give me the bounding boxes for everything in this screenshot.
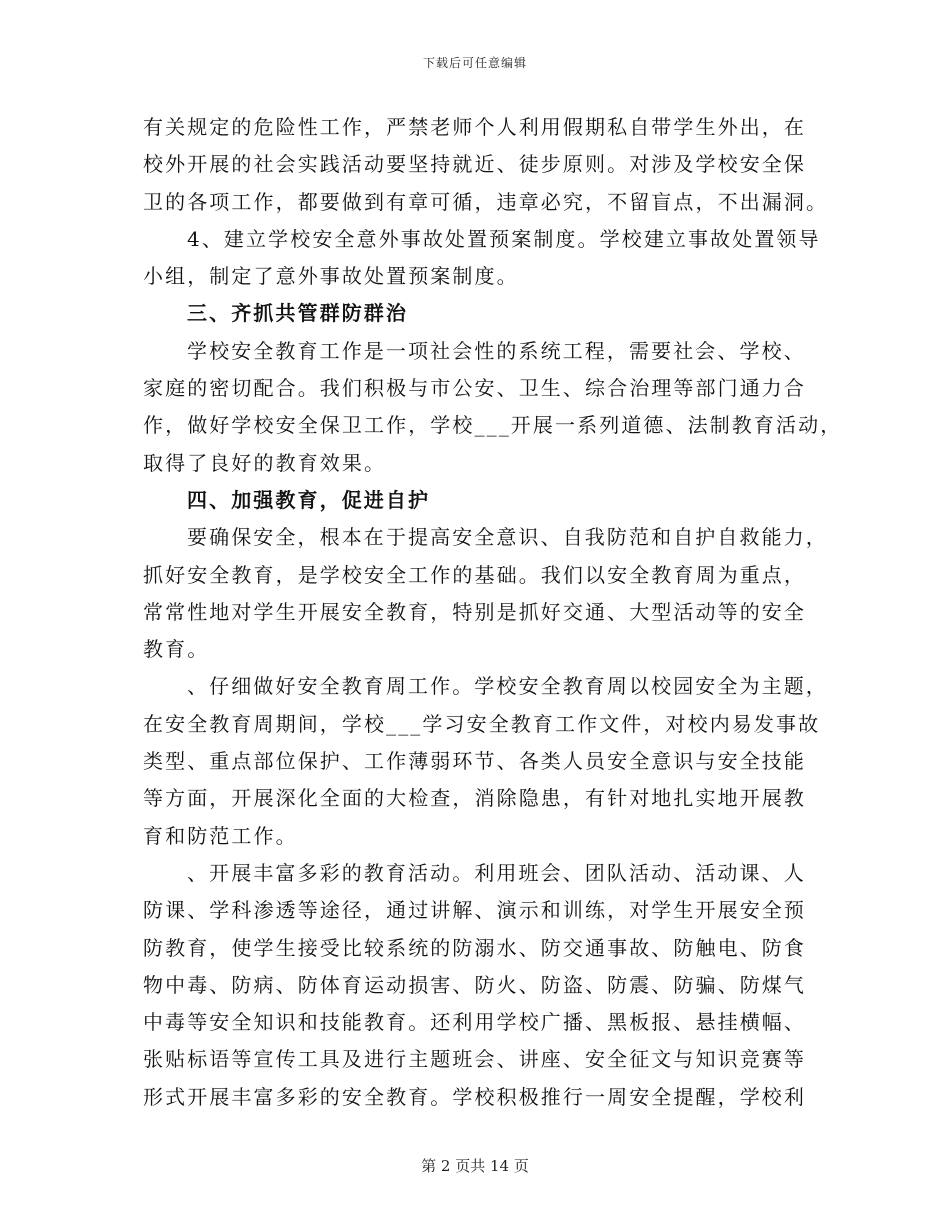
paragraph-line: 张贴标语等宣传工具及进行主题班会、讲座、安全征文与知识竞赛等 <box>143 1047 806 1072</box>
paragraph-line: 形式开展丰富多彩的安全教育。学校积极推行一周安全提醒，学校利 <box>143 1084 806 1109</box>
paragraph-line: 类型、重点部位保护、工作薄弱环节、各类人员安全意识与安全技能 <box>143 749 806 774</box>
paragraph-line: 防课、学科渗透等途径，通过讲解、演示和训练，对学生开展安全预 <box>143 898 806 923</box>
paragraph-line: 校外开展的社会实践活动要坚持就近、徒步原则。对涉及学校安全保 <box>143 152 806 177</box>
paragraph-line: 常常性地对学生开展安全教育，特别是抓好交通、大型活动等的安全 <box>143 599 806 624</box>
paragraph-line: 中毒等安全知识和技能教育。还利用学校广播、黑板报、悬挂横幅、 <box>143 1010 806 1035</box>
page-footer: 第 2 页共 14 页 <box>421 1157 529 1175</box>
section-heading: 四、加强教育，促进自护 <box>187 487 431 512</box>
paragraph-line: 家庭的密切配合。我们积极与市公安、卫生、综合治理等部门通力合 <box>143 376 806 401</box>
paragraph-line: 学校安全教育工作是一项社会性的系统工程，需要社会、学校、 <box>187 338 806 363</box>
paragraph-line: 育和防范工作。 <box>143 823 298 848</box>
paragraph-line: 卫的各项工作，都要做到有章可循，违章必究，不留盲点，不出漏洞。 <box>143 189 829 214</box>
paragraph-line: 作，做好学校安全保卫工作，学校___开展一系列道德、法制教育活动， <box>143 413 843 438</box>
paragraph-line: 物中毒、防病、防体育运动损害、防火、防盗、防震、防骗、防煤气 <box>143 972 806 997</box>
paragraph-line: 有关规定的危险性工作，严禁老师个人利用假期私自带学生外出，在 <box>143 115 806 139</box>
paragraph-line: 防教育，使学生接受比较系统的防溺水、防交通事故、防触电、防食 <box>143 935 806 960</box>
paragraph-line: 小组，制定了意外事故处置预案制度。 <box>143 264 519 289</box>
paragraph-line: 、开展丰富多彩的教育活动。利用班会、团队活动、活动课、人 <box>187 860 806 885</box>
paragraph-line: 要确保安全，根本在于提高安全意识、自我防范和自护自救能力， <box>187 525 828 550</box>
paragraph-line: 等方面，开展深化全面的大检查，消除隐患，有针对地扎实地开展教 <box>143 786 806 811</box>
page-header: 下载后可任意编辑 <box>422 56 527 70</box>
paragraph-line: 教育。 <box>143 637 210 662</box>
paragraph-line: 取得了良好的教育效果。 <box>143 450 387 475</box>
paragraph-line: 抓好安全教育，是学校安全工作的基础。我们以安全教育周为重点， <box>143 562 806 587</box>
section-heading: 三、齐抓共管群防群治 <box>187 301 408 326</box>
document-body <box>143 109 843 1116</box>
paragraph-line: 4、建立学校安全意外事故处置预案制度。学校建立事故处置领导 <box>187 226 821 251</box>
paragraph-line: 在安全教育周期间，学校___学习安全教育工作文件，对校内易发事故 <box>143 711 821 736</box>
paragraph-line: 、仔细做好安全教育周工作。学校安全教育周以校园安全为主题， <box>187 674 828 699</box>
